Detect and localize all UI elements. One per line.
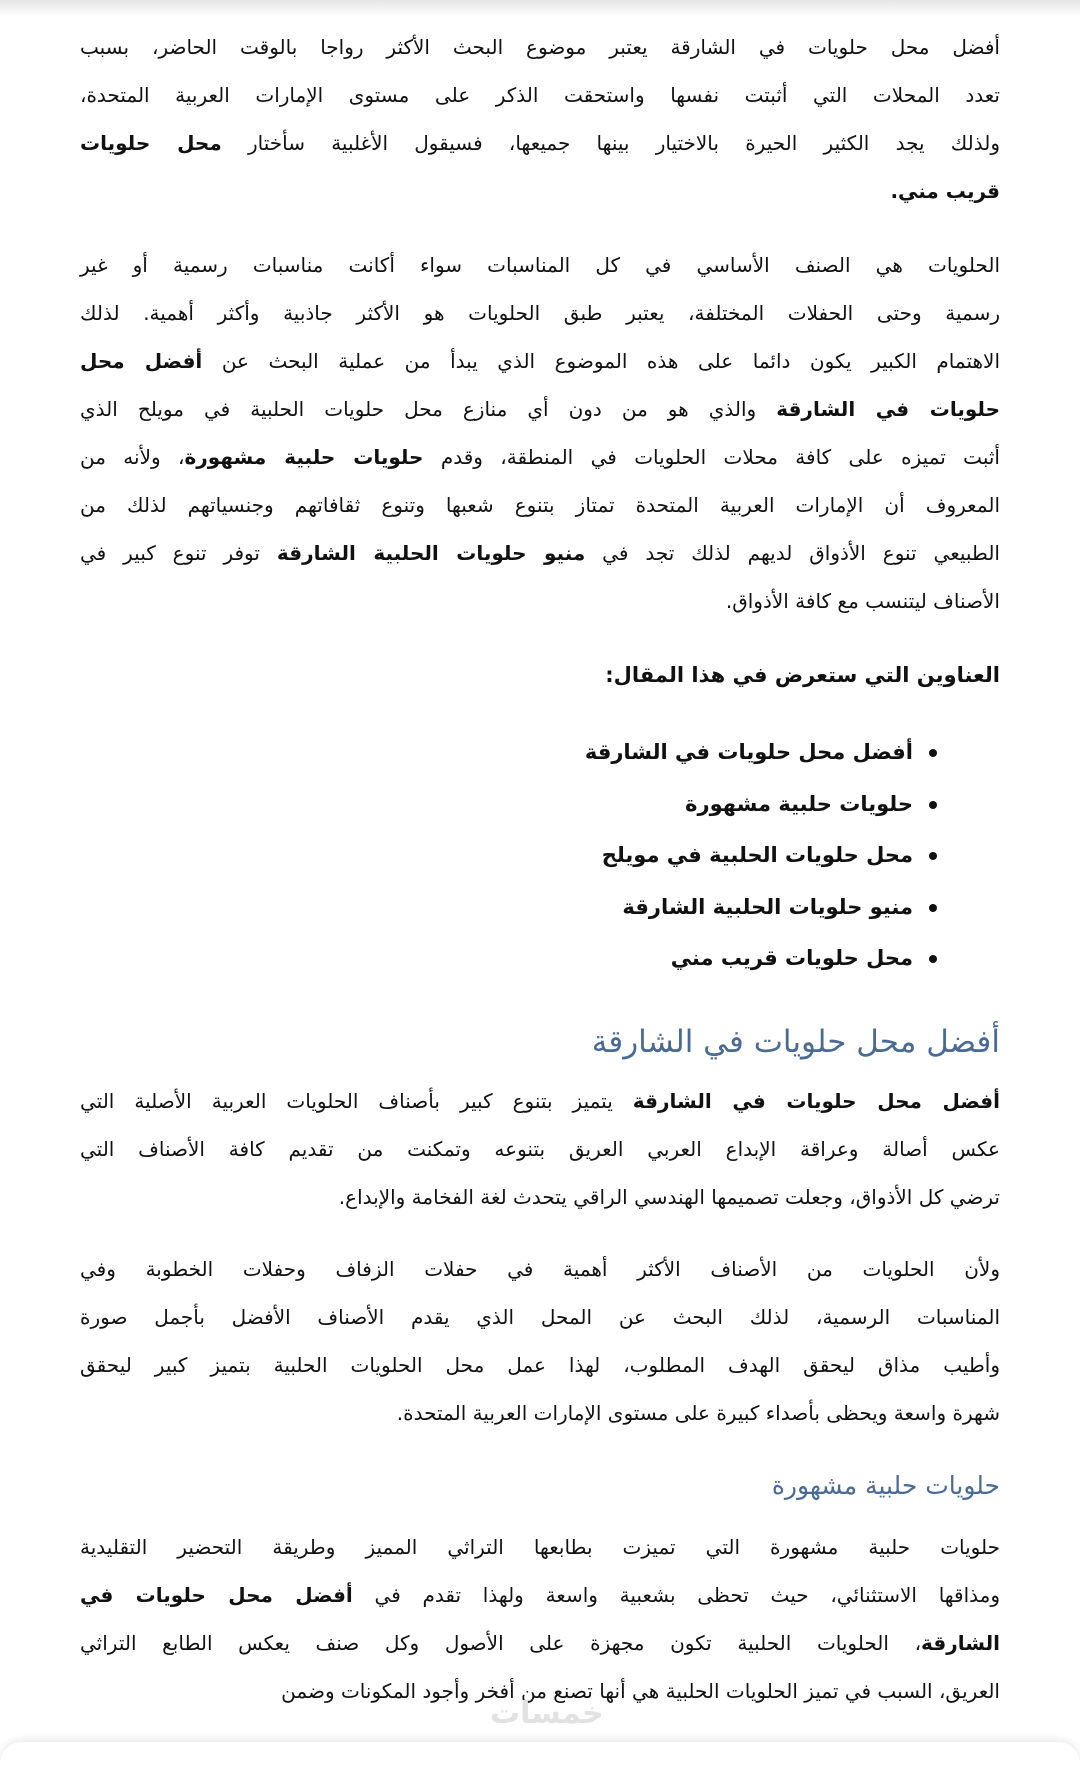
text-line — [80, 1389, 1000, 1437]
text-segment: المعروف أن الإمارات العربية المتحدة تمتاز بتنوع شعبها وتنوع ثقافاتهم وجنسياتهم لذلك من — [80, 493, 1000, 517]
text-segment: حلويات حلبية مشهورة التي تميزت بطابعها التراثي المميز وطريقة التحضير التقليدية — [80, 1535, 1000, 1559]
bold-keyword: الشارقة — [921, 1631, 1000, 1655]
text-line — [80, 119, 1000, 167]
top-shadow — [0, 0, 1080, 16]
text-segment: العريق، السبب في تميز الحلويات الحلبية هي أنها تصنع من أفخر وأجود المكونات وضمن — [281, 1679, 1000, 1703]
toc-section — [80, 651, 1000, 699]
text-segment: ترضي كل الأذواق، وجعلت تصميمها الهندسي الراقي يتحدث لغة الفخامة والإبداع. — [338, 1185, 1000, 1209]
text-line — [80, 289, 1000, 337]
text-line — [80, 433, 1000, 481]
bullet-icon — [929, 749, 937, 757]
paragraph-2 — [80, 241, 1000, 625]
toc-item-label: أفضل محل حلويات في الشارقة — [584, 740, 913, 764]
bold-keyword: أفضل محل حلويات في الشارقة — [632, 1089, 1000, 1113]
toc-item[interactable] — [585, 933, 935, 985]
text-segment: والذي هو من دون أي منازع محل حلويات الحلبية في مويلح الذي — [80, 397, 777, 421]
text-segment: ولأن الحلويات من الأصناف الأكثر أهمية في حفلات الزفاف وحفلات الخطوبة وفي — [80, 1257, 1000, 1281]
text-segment: رسمية وحتى الحفلات المختلفة، يعتبر طبق الحلويات هو الأكثر جاذبية وأكثر أهمية. لذلك — [80, 301, 1000, 325]
bullet-icon — [929, 955, 937, 963]
section-heading-wrap — [80, 1017, 1000, 1067]
bullet-icon — [929, 904, 937, 912]
text-line — [80, 1125, 1000, 1173]
text-line — [80, 1173, 1000, 1221]
text-segment: تعدد المحلات التي أثبتت نفسها واستحقت الذكر على مستوى الإمارات العربية المتحدة، — [80, 83, 1000, 107]
paragraph-4 — [80, 1245, 1000, 1437]
section-heading: أفضل محل حلويات في الشارقة — [591, 1024, 1000, 1060]
watermark-logo: خمسات — [490, 1696, 604, 1731]
text-segment: توفر تنوع كبير في — [80, 541, 277, 565]
toc-item[interactable] — [585, 830, 935, 882]
bold-keyword: حلويات في الشارقة — [776, 397, 1000, 421]
bullet-icon — [929, 801, 937, 809]
text-segment: أفضل محل حلويات في الشارقة يعتبر موضوع البحث الأكثر رواجا بالوقت الحاضر، بسبب — [80, 35, 1000, 59]
text-segment: أثبت تميزه على كافة محلات الحلويات في المنطقة، وقدم — [423, 445, 1000, 469]
text-line — [80, 1571, 1000, 1619]
text-line — [80, 337, 1000, 385]
bold-keyword: أفضل محل — [80, 349, 203, 373]
text-line — [80, 1077, 1000, 1125]
text-segment: شهرة واسعة ويحظى بأصداء كبيرة على مستوى الإمارات العربية المتحدة. — [396, 1401, 1000, 1425]
text-line — [80, 529, 1000, 577]
text-line — [80, 1245, 1000, 1293]
toc-item[interactable] — [585, 727, 935, 779]
text-line — [80, 1293, 1000, 1341]
text-segment: وأطيب مذاق ليحقق الهدف المطلوب، لهذا عمل محل الحلويات الحلبية بتميز كبير ليحقق — [80, 1353, 1000, 1377]
bold-keyword: حلويات حلبية مشهورة — [184, 445, 424, 469]
text-line — [80, 1341, 1000, 1389]
toc-item-label: محل حلويات الحلبية في مويلح — [601, 843, 913, 867]
text-segment: الحلويات هي الصنف الأساسي في كل المناسبات سواء أكانت مناسبات رسمية أو غير — [80, 253, 1000, 277]
text-segment: عكس أصالة وعراقة الإبداع العربي العريق بتنوعه وتمكنت من تقديم كافة الأصناف التي — [80, 1137, 1000, 1161]
text-line — [80, 577, 1000, 625]
toc-item[interactable] — [585, 779, 935, 831]
text-segment: ومذاقها الاستثنائي، حيث تحظى بشعبية واسعة ولهذا تقدم في — [352, 1583, 1000, 1607]
bold-keyword: قريب مني. — [890, 179, 1000, 203]
paragraph-5 — [80, 1523, 1000, 1715]
paragraph-3 — [80, 1077, 1000, 1221]
text-segment: ، ولأنه من — [80, 445, 185, 469]
text-line — [80, 241, 1000, 289]
bold-keyword: أفضل محل حلويات في — [80, 1583, 353, 1607]
text-line — [80, 1619, 1000, 1667]
text-line — [80, 1523, 1000, 1571]
text-line — [80, 481, 1000, 529]
text-segment: ، الحلويات الحلبية تكون مجهزة على الأصول وكل صنف يعكس الطابع التراثي — [80, 1631, 922, 1655]
subsection-heading: حلويات حلبية مشهورة — [771, 1471, 1000, 1500]
text-segment: يتميز بتنوع كبير بأصناف الحلويات العربية الأصلية التي — [80, 1089, 633, 1113]
toc-item[interactable] — [585, 882, 935, 934]
text-line — [80, 23, 1000, 71]
intro-paragraph — [80, 23, 1000, 215]
subsection-heading-wrap — [80, 1464, 1000, 1508]
toc-item-label: منيو حلويات الحلبية الشارقة — [622, 894, 913, 919]
bold-keyword: منيو حلويات الحلبية الشارقة — [276, 541, 586, 565]
text-line — [80, 385, 1000, 433]
text-line — [80, 71, 1000, 119]
bold-keyword: محل حلويات — [80, 131, 222, 155]
text-line — [80, 167, 1000, 215]
toc-item-label: محل حلويات قريب مني — [670, 946, 913, 970]
text-segment: الطبيعي تنوع الأذواق لديهم لذلك تجد في — [585, 541, 1000, 565]
text-segment: الأصناف ليتنسب مع كافة الأذواق. — [725, 589, 1000, 613]
bottom-sheet — [0, 1742, 1080, 1782]
text-segment: الاهتمام الكبير يكون دائما على هذه الموضوع الذي يبدأ من عملية البحث عن — [202, 349, 1000, 373]
toc-heading: العناوين التي ستعرض في هذا المقال: — [605, 663, 1000, 687]
bullet-icon — [929, 852, 937, 860]
text-segment: ولذلك يجد الكثير الحيرة بالاختيار بينها جميعها، فسيقول الأغلبية سأختار — [221, 131, 1000, 155]
toc-item-label: حلويات حلبية مشهورة — [685, 791, 913, 816]
text-segment: المناسبات الرسمية، لذلك البحث عن المحل الذي يقدم الأصناف الأفضل بأجمل صورة — [80, 1305, 1000, 1329]
toc-list — [585, 727, 935, 985]
